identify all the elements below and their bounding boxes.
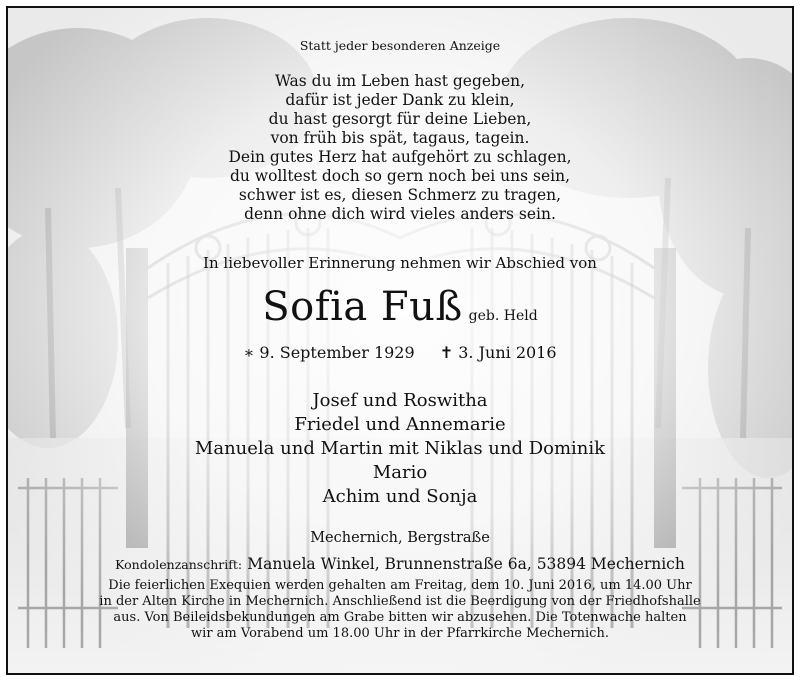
- condolence-address: [8, 554, 792, 573]
- poem-line: denn ohne dich wird vieles anders sein.: [244, 205, 556, 223]
- maiden-name: geb. Held: [468, 308, 538, 324]
- service-info-line: Die feierlichen Exequien werden gehalten am Freitag, dem 10. Juni 2016, um 14.00 Uhr: [108, 578, 692, 593]
- mourner-line: Mario: [372, 462, 428, 483]
- condolence-label: Kondolenzanschrift:: [115, 557, 243, 572]
- poem-line: von früh bis spät, tagaus, tagein.: [270, 129, 530, 147]
- mourner-line: Achim und Sonja: [322, 486, 478, 507]
- birth-date: ∗ 9. September 1929: [243, 343, 415, 362]
- poem-line: Was du im Leben hast gegeben,: [274, 72, 526, 90]
- poem-line: dafür ist jeder Dank zu klein,: [285, 91, 515, 109]
- poem-line: du wolltest doch so gern noch bei uns sein,: [229, 167, 571, 185]
- obituary-frame: [6, 6, 794, 675]
- life-dates: [8, 343, 792, 362]
- family-address: Mechernich, Bergstraße: [310, 530, 490, 546]
- mourner-line: Friedel und Annemarie: [294, 414, 506, 435]
- service-info-line: wir am Vorabend um 18.00 Uhr in der Pfarrkirche Mechernich.: [191, 626, 609, 641]
- mourner-line: Josef und Roswitha: [312, 390, 488, 411]
- poem-line: Dein gutes Herz hat aufgehört zu schlagen,: [228, 148, 572, 166]
- death-date: ✝ 3. Juni 2016: [439, 343, 557, 362]
- service-info-line: aus. Von Beileidsbekundungen am Grabe bitten wir abzusehen. Die Totenwache halten: [113, 610, 687, 625]
- deceased-name: Sofia Fuß: [262, 284, 463, 330]
- mourner-line: Manuela und Martin mit Niklas und Dominik: [194, 438, 606, 459]
- deceased-name-row: [8, 284, 792, 330]
- obituary-content: [8, 8, 792, 673]
- poem-line: du hast gesorgt für deine Lieben,: [268, 110, 532, 128]
- service-info-line: in der Alten Kirche in Mechernich. Anschließend ist die Beerdigung von der Friedhofshalle: [99, 594, 701, 609]
- farewell-intro: In liebevoller Erinnerung nehmen wir Abschied von: [203, 254, 597, 272]
- poem-line: schwer ist es, diesen Schmerz zu tragen,: [238, 186, 562, 204]
- header-line: Statt jeder besonderen Anzeige: [299, 38, 501, 53]
- condolence-text: Manuela Winkel, Brunnenstraße 6a, 53894 Mechernich: [247, 555, 685, 573]
